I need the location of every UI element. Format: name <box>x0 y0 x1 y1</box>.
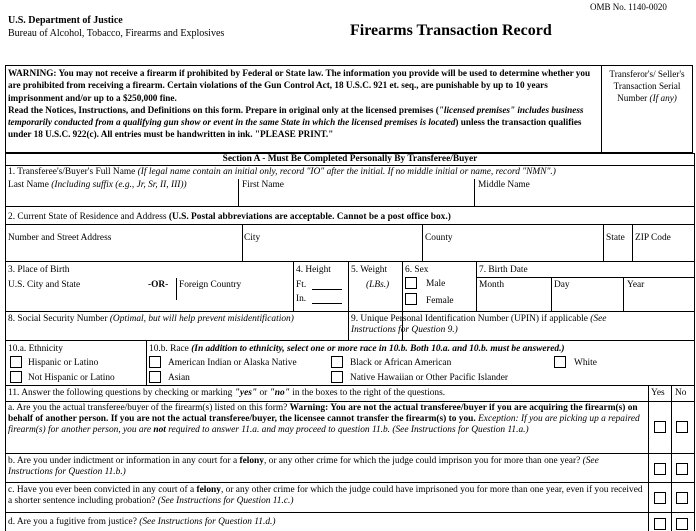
q11a-yes-checkbox[interactable] <box>654 421 666 433</box>
q10b-american-indian-label: American Indian or Alaska Native <box>168 358 297 368</box>
q3-label: 3. Place of Birth <box>8 265 70 275</box>
q2-city[interactable]: City <box>244 233 261 243</box>
q2-county[interactable]: County <box>425 233 453 243</box>
q2-state[interactable]: State <box>606 233 625 243</box>
yes-column-header: Yes <box>651 388 665 398</box>
q7-month[interactable]: Month <box>479 280 505 290</box>
q10a-not-hispanic-checkbox[interactable] <box>10 371 22 383</box>
q4-inches: In. <box>296 294 307 304</box>
q10b-black-checkbox[interactable] <box>331 356 343 368</box>
q11c-text: c. Have you ever been convicted in any court of a felony, or any other crime for which the judge could have imprisoned you for more than one year, even if you received a shorter sentence including probation? (See Instructions for Question 11.c.) <box>8 485 643 506</box>
q6-female-label: Female <box>426 296 454 306</box>
q7-day[interactable]: Day <box>554 280 570 290</box>
no-column-header: No <box>675 388 687 398</box>
warning-box <box>5 65 601 153</box>
bureau-name: Bureau of Alcohol, Tobacco, Firearms and Explosives <box>8 28 225 39</box>
q11c-yes-checkbox[interactable] <box>654 492 666 504</box>
q10b-asian-label: Asian <box>168 373 190 383</box>
q10a-label: 10.a. Ethnicity <box>8 344 63 354</box>
q10a-not-hispanic-label: Not Hispanic or Latino <box>28 373 115 383</box>
q4-height-label: 4. Height <box>296 265 331 275</box>
q8-ssn[interactable]: 8. Social Security Number (Optimal, but will help prevent misidentification) <box>8 314 294 324</box>
warning-text: WARNING: You may not receive a firearm if prohibited by Federal or State law. The information you provide will be used to determine whether you are prohibited from receiving a firearm. Certain violations of the Gun Control Act, 18 U.S.C. 921 et. seq., are punishable by up to 10 years imprisonment and/or up to a $250,000 fine. <box>8 68 591 103</box>
serial-number-box[interactable] <box>601 65 693 153</box>
q11c-no-checkbox[interactable] <box>676 492 688 504</box>
q10a-hispanic-checkbox[interactable] <box>10 356 22 368</box>
q6-sex-label: 6. Sex <box>405 265 429 275</box>
q10b-white-label: White <box>574 358 597 368</box>
q5-weight-label: 5. Weight <box>351 265 388 275</box>
omb-number: OMB No. 1140-0020 <box>590 2 667 12</box>
q9-upin[interactable]: 9. Unique Personal Identification Number (UPIN) if applicable (See Instructions for Question 9.) <box>351 314 607 335</box>
q11b-no-checkbox[interactable] <box>676 463 688 475</box>
q4-feet: Ft. <box>296 280 307 290</box>
q4-feet-line[interactable] <box>312 289 342 290</box>
q10a-hispanic-label: Hispanic or Latino <box>28 358 99 368</box>
q10b-label: 10.b. Race (In addition to ethnicity, select one or more race in 10.b. Both 10.a. and 10.b. must be answered.) <box>149 344 565 354</box>
q10b-american-indian-checkbox[interactable] <box>149 356 161 368</box>
q4-inches-line[interactable] <box>312 303 342 304</box>
q11d-no-checkbox[interactable] <box>676 518 688 530</box>
q11a-text: a. Are you the actual transferee/buyer of the firearm(s) listed on this form? Warning: You are not the actual transferee/buyer if you are acquiring the firearm(s) on behalf of another person. If you are not the actual transferee/buyer, the licensee cannot transfer the firearm(s) to you. Exception: If you are picking up a repaired firearm(s) for another person, you are not required to answer 11.a. and may proceed to question 11.b. (See Instructions for Question 11.a.) <box>8 403 640 435</box>
section-a-title: Section A - Must Be Completed Personally By Transferee/Buyer <box>222 154 478 164</box>
q7-birthdate-label: 7. Birth Date <box>479 265 528 275</box>
form-title: Firearms Transaction Record <box>350 22 552 39</box>
q7-year[interactable]: Year <box>627 280 645 290</box>
serial-label: Transferor's/ Seller's Transaction Serial Number <box>609 69 685 103</box>
q6-male-label: Male <box>426 279 446 289</box>
q5-unit: (LBs.) <box>366 280 390 290</box>
q3-us-city-state[interactable]: U.S. City and State <box>8 280 81 290</box>
q2-street[interactable]: Number and Street Address <box>8 233 112 243</box>
q6-female-checkbox[interactable] <box>405 293 417 305</box>
q3-foreign-country[interactable]: Foreign Country <box>179 280 242 290</box>
q10b-white-checkbox[interactable] <box>554 356 566 368</box>
q11d-yes-checkbox[interactable] <box>654 518 666 530</box>
q10b-black-label: Black or African American <box>350 358 452 368</box>
q1-label: 1. Transferee's/Buyer's Full Name (If legal name contain an initial only, record "IO" after the initial. If no middle initial or name, record "NMN".) <box>8 167 556 177</box>
q1-last-name[interactable]: Last Name (Including suffix (e.g., Jr, Sr, II, III)) <box>8 180 187 190</box>
q11-instruction: 11. Answer the following questions by checking or marking "yes" or "no" in the boxes to the right of the questions. <box>8 388 446 398</box>
q2-label: 2. Current State of Residence and Address (U.S. Postal abbreviations are acceptable. Cannot be a post office box.) <box>8 212 451 222</box>
q3-or: -OR- <box>148 280 169 290</box>
q11b-text: b. Are you under indictment or information in any court for a felony, or any other crime for which the judge could imprison you for more than one year? (See Instructions for Question 11.b.) <box>8 456 599 477</box>
q6-male-checkbox[interactable] <box>405 277 417 289</box>
q2-zip[interactable]: ZIP Code <box>635 233 671 243</box>
q10b-native-hawaiian-checkbox[interactable] <box>331 371 343 383</box>
section-a-grid <box>5 153 695 531</box>
q11d-text: d. Are you a fugitive from justice? (See Instructions for Question 11.d.) <box>8 517 276 527</box>
q11a-no-checkbox[interactable] <box>676 421 688 433</box>
agency-name: U.S. Department of Justice <box>8 15 123 26</box>
serial-note: (If any) <box>649 93 677 103</box>
q10b-native-hawaiian-label: Native Hawaiian or Other Pacific Islander <box>350 373 509 383</box>
q11b-yes-checkbox[interactable] <box>654 463 666 475</box>
q10b-asian-checkbox[interactable] <box>149 371 161 383</box>
instructions-text: Read the Notices, Instructions, and Definitions on this form. Prepare in original only at the licensed premises ("licensed premises" includes business temporarily conducted from a qualifying gun show or event in the same State in which the licensed premises is located) unless the transaction qualifies under 18 U.S.C. 922(c). All entries must be handwritten in ink. "PLEASE PRINT." <box>8 104 584 140</box>
agency-block <box>8 14 224 40</box>
q1-middle-name[interactable]: Middle Name <box>478 180 530 190</box>
q1-first-name[interactable]: First Name <box>242 180 284 190</box>
